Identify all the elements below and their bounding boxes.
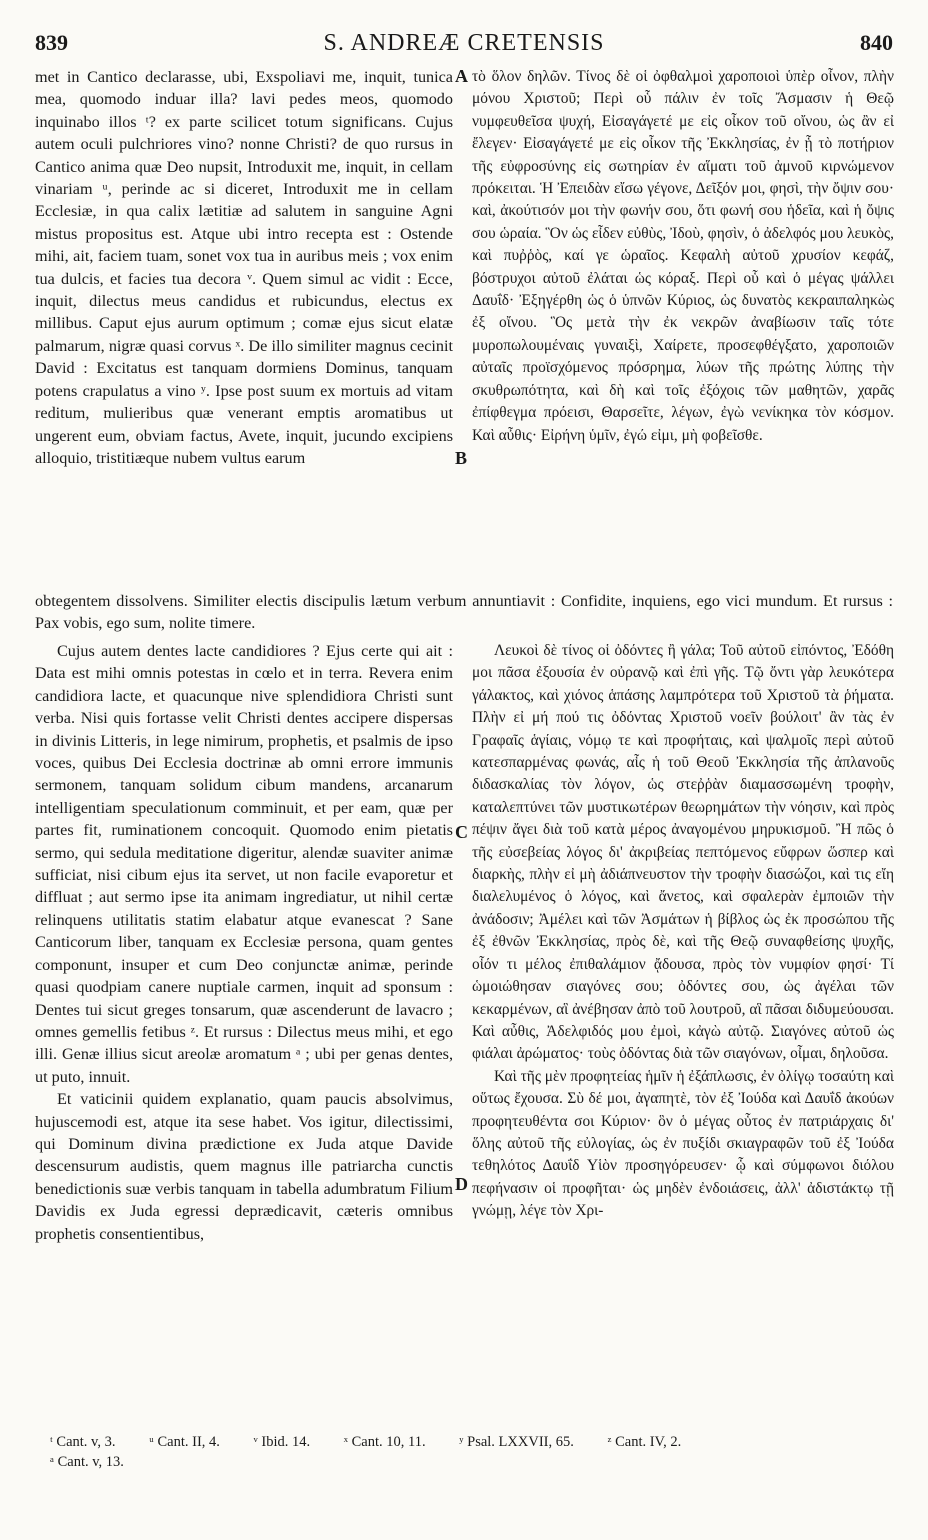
page-number-left: 839 xyxy=(35,30,68,55)
latin-paragraph: Cujus autem dentes lacte candidiores ? Ejus certe qui ait : Data est mihi omnis potestas in cœlo et in terra. Revera enim candidiora lacte, et quacunque nive splendidiora Christi sunt verba. Nisi quis fortasse velit Christi dentes accipere dispersas in divinis Litteris, in lege nimirum, prophetis, et psalmis de ipso voces, quibus Dei Ecclesia doctrinæ ab omni errore immunis sermonem, tanquam solidum cibum mandens, arcanarum intelligentiam speculationum comminuit, et per eam, quæ per partes fit, ruminationem concoquit. Quomodo enim pietatis sermo, qui sedula meditatione digeritur, alendæ suaviter animæ sufficiat, nisi cibum ejus ita servet, ut non facile evaporetur et diffluat ; aut sermo ipse ita animam ingrediatur, ut nihil certæ relinquens utilitatis statim elabatur atque evanescat ? Sane Canticorum liber, tanquam ex Ecclesiæ persona, quam gentes componunt, insuper et cum Deo conjunctæ animæ, perinde quasi quodpiam canere nuptiale carmen, inquit ad sponsum : Dentes tui sicut greges tonsarum, quæ ascenderunt de lavacro ; omnes gemellis fetibus ᶻ. Et rursus : Dilectus meus mihi, et ego illi. Genæ illius sicut areolæ aromatum ᵃ ; ubi per genas dentes, ut puto, innuit. xyxy=(35,642,453,1086)
greek-column-bottom xyxy=(472,640,894,1223)
page-number-right: 840 xyxy=(860,30,893,55)
greek-paragraph: τὸ ὅλον δηλῶν. Τίνος δὲ οἱ ὀφθαλμοὶ χαροποιοὶ ὑπὲρ οἶνον, πλὴν μόνου Χριστοῦ; Περὶ οὗ πάλιν ἐν τοῖς Ἄσμασιν ἡ Θεῷ νυμφευθεῖσα ψυχή, Εἰσαγάγετέ με εἰς οἶκον τοῦ οἴνου, ὡς ἂν εἰ ἔλεγεν· Εἰσαγάγετέ με εἰς οἶκον τῆς Ἐκκλησίας, ἐν ᾗ τὸ ποτήριον τῆς εὐφροσύνης εἰς σωτηρίαν ἐν αἵματι τοῦ ἀμνοῦ κιρνώμενον πρόκειται. Ἡ Ἐπειδὰν εἴσω γέγονε, Δεῖξόν μοι, φησὶ, τὴν ὄψιν σου· καὶ, ἀκούτισόν μοι τὴν φωνήν σου, ὅτι φωνή σου ἡδεῖα, καὶ ἡ ὄψις σου ὡραία. Ὃν ὡς εἶδεν εὐθὺς, Ἰδοὺ, φησὶν, ὁ ἀδελφός μου λευκὸς, καὶ πυῤῥὸς, καί γε ὡραῖος. Κεφαλὴ αὐτοῦ χρυσίον κεφάζ, βόστρυχοι αὐτοῦ ἐλάται ὡς κόραξ. Περὶ οὗ καὶ ὁ μέγας ψάλλει Δαυΐδ· Ἐξηγέρθη ὡς ὁ ὑπνῶν Κύριος, ὡς δυνατὸς κεκραιπαληκὼς ἐξ οἴνου. Ὃς μετὰ τὴν ἐκ νεκρῶν ἀναβίωσιν ταῖς τότε μυροπωλουμέναις γυναιξὶ, Χαίρετε, προσεφθέγξατο, χαροποιῶν αὐταῖς προϊσχόμενος πρόσρημα, λύων τῆς πρώτης λύπης τὴν σκυθρωπότητα, καὶ δὴ καὶ τοῖς ἐξόχοις τῶν μαθητῶν, χαρᾶς ἐπίφθεγμα πρόεισι, Θαρσεῖτε, λέγων, ἐγὼ νενίκηκα τὸν κόσμον. Καὶ αὖθις· Εἰρήνη ὑμῖν, ἐγώ εἰμι, μὴ φοβεῖσθε. xyxy=(472,68,894,444)
latin-column-bottom xyxy=(35,640,453,1245)
latin-paragraph: met in Cantico declarasse, ubi, Exspoliavi me, inquit, tunica mea, quomodo induar illa? lavi pedes meos, quomodo inquinabo illos ᵗ? ex parte scilicet totum significans. Cujus autem oculi pulchriores vino? nonne Christi? de quo rursus in Cantico anima quæ Deo nupsit, Introduxit me, inquit, in cellam vinariam ᵘ, perinde ac si diceret, Introduxit me in cellam Ecclesiæ, in qua calix lætitiæ ad salutem in sanguine Agni mistus propositus est. Atque ubi intro recepta est : Ostende mihi, ait, faciem tuam, sonet vox tua in auribus meis ; vox enim tua dulcis, et facies tua decora ᵛ. Quem simul ac vidit : Ecce, inquit, dilectus meus candidus et rubicundus, electus ex millibus. Caput ejus aurum optimum ; comæ ejus sicut elatæ palmarum, nigræ quasi corvus ˣ. De illo similiter magnus cecinit David : Excitatus est tanquam dormiens Dominus, tanquam potens crapulatus a vino ʸ. Ipse post suum ex mortuis ad vitam reditum, mulieribus quæ venerant emptis aromatibus ut ungerent eum, obviam factus, Avete, inquit, jucundo excipiens alloquio, tristitiæque nubem vultus earum xyxy=(35,68,453,467)
margin-letter-c: C xyxy=(455,822,468,842)
footnotes xyxy=(50,1432,900,1472)
footnote: ʸ Psal. LXXVII, 65. xyxy=(459,1434,574,1450)
full-width-line xyxy=(35,590,893,635)
greek-column-top xyxy=(472,66,894,447)
latin-column-top xyxy=(35,66,453,469)
footnote: ᵃ Cant. v, 13. xyxy=(50,1454,124,1470)
margin-letter-b: B xyxy=(455,448,468,468)
full-width-text: obtegentem dissolvens. Similiter electis discipulis lætum verbum annuntiavit : Confidite, inquiens, ego vici mundum. Et rursus : Pax vobis, ego sum, nolite timere. xyxy=(35,592,893,633)
greek-paragraph: Καὶ τῆς μὲν προφητείας ἡμῖν ἡ ἐξάπλωσις, ἐν ὀλίγῳ τοσαύτη καὶ οὕτως ἔχουσα. Σὺ δέ μοι, ἀγαπητὲ, τὸν ἐξ Ἰούδα καὶ Δαυΐδ ἀκούων προφητευθέντα σοι Κύριον· ὃν ὁ μέγας οὗτος ἐν πατριάρχαις δι' ὅλης αὐτοῦ τῆς εὐλογίας, ὡς ἐν πυξίδι σκιαγραφῶν τοῦ ἐξ Ἰούδα τεθηλότος Δαυΐδ Υἱὸν προσηγόρευσεν· ᾧ καὶ σύμφωνοι διόλου πεφήνασιν οἱ προφῆται· ὡς μηδὲν ἐνδοιάσεις, ἀλλ' ἀδιστάκτῳ τῇ γνώμῃ, λέγε τὸν Χρι- xyxy=(472,1067,894,1220)
greek-paragraph: Λευκοὶ δὲ τίνος οἱ ὀδόντες ἢ γάλα; Τοῦ αὐτοῦ εἰπόντος, Ἐδόθη μοι πᾶσα ἐξουσία ἐν οὐρανῷ καὶ ἐπὶ γῆς. Τῷ ὄντι γὰρ λευκότερα γάλακτος, καὶ χιόνος ἁπάσης λαμπρότερα τοῦ Χριστοῦ τὰ ῥήματα. Πλὴν εἰ μή πού τις ὀδόντας Χριστοῦ νοεῖν βούλοιτ' ἂν τὰς ἐν Γραφαῖς ἁγίαις, νόμῳ τε καὶ προφήταις, καὶ ψαλμοῖς περὶ αὐτοῦ κατεσπαρμένας φωνάς, αἷς ἡ τοῦ Θεοῦ Ἐκκλησία τῆς ἀπλανοῦς διδασκαλίας τὸν λόγον, ὡς στεῤῥὰν διαμασσωμένη τροφὴν, καταλεπτύνει τῶν μυστικωτέρων θεωρημάτων τὴν νόησιν, καὶ πρὸς πέψιν ἄγει διὰ τοῦ κατὰ μέρος ἀναγομένου μηρυκισμοῦ. Ἢ πῶς ὁ τῆς εὐσεβείας λόγος δι' ἀκριβείας πεπτόμενος εὔφρων ὥσπερ καὶ διαρκὴς, πλὴν εἰ μὴ ἀδιάπνευστον τὴν τροφὴν διασώζοι, καὶ τις εἴη διαλελυμένος ὁ λόγος, καὶ ἄνετος, καὶ σφαλερὰν ἐμποιῶν τὴν ἀνάδοσιν; Ἀμέλει καὶ τῶν Ἀσμάτων ἡ βίβλος ὡς ἐκ προσώπου τῆς ἐξ ἐθνῶν Ἐκκλησίας, πρὸς δὲ, καὶ τῆς Θεῷ συναφθείσης ψυχῆς, οἷόν τι μέλος ἐπιθαλάμιον ᾄδουσα, πρὸς τὸν νυμφίον φησί· Τί ὡμοιώθησαν σιαγόνες σου; ὀδόντες σου, ὡς ἀγέλαι τῶν κεκαρμένων, αἳ ἀνέβησαν ἀπὸ τοῦ λουτροῦ, αἳ πᾶσαι διδυμεύουσαι. Καὶ αὖθις, Ἀδελφιδός μου ἐμοὶ, κἀγὼ αὐτῷ. Σιαγόνες αὐτοῦ ὡς φιάλαι ἀρώματος· τοὺς ὀδόντας διὰ τῶν σιαγόνων, οἶμαι, δηλοῦσα. xyxy=(472,642,894,1063)
footnote: ᵛ Ibid. 14. xyxy=(253,1434,311,1450)
footnote: ˣ Cant. 10, 11. xyxy=(343,1434,426,1450)
footnote: ᶻ Cant. IV, 2. xyxy=(607,1434,682,1450)
margin-letter-d: D xyxy=(455,1174,468,1194)
running-title: S. ANDREÆ CRETENSIS xyxy=(323,30,605,56)
latin-paragraph: Et vaticinii quidem explanatio, quam paucis absolvimus, hujuscemodi est, atque ita sese habet. Vos igitur, dilectissimi, qui Dominum divina prædictione ex Juda atque Davide descensurum audistis, quem magnus ille patriarcha cunctis benedictionis suæ verbis tanquam in tabella adumbratum Filium Davidis ex Juda egressi deprædicavit, cæteris omnibus prophetis consentientibus, xyxy=(35,1090,453,1243)
page-header xyxy=(0,30,928,64)
footnote: ᵘ Cant. II, 4. xyxy=(149,1434,220,1450)
margin-letter-a: A xyxy=(455,66,468,86)
footnote: ᵗ Cant. v, 3. xyxy=(50,1434,116,1450)
